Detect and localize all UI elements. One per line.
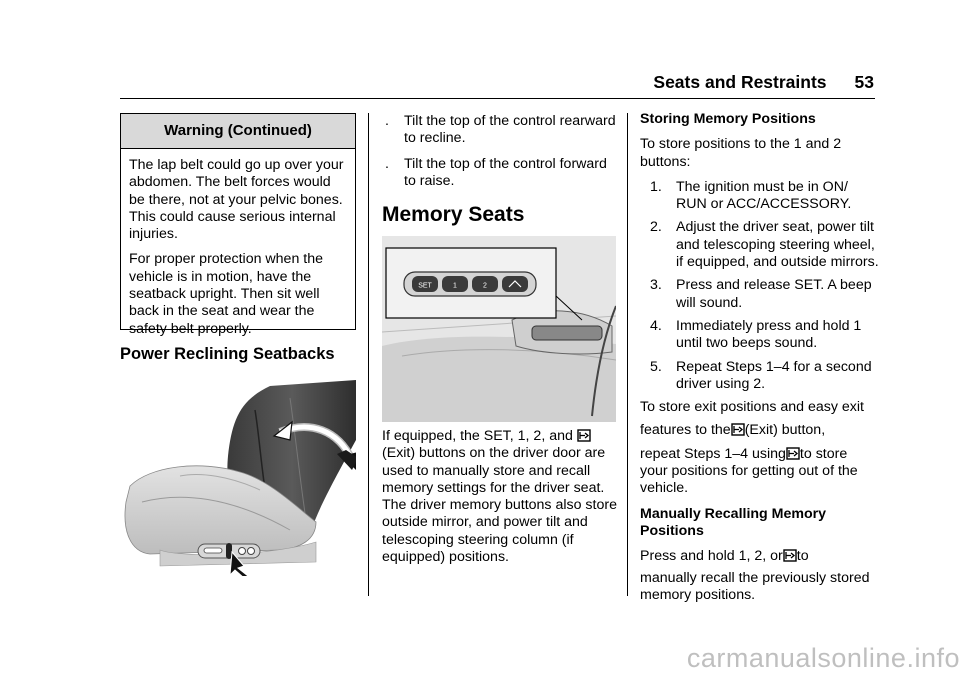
watermark: carmanualsonline.info — [686, 643, 960, 673]
exit-positions-line-4: your positions for getting out of the vehicle. — [640, 463, 858, 497]
list-item — [640, 318, 880, 353]
bullet-text: Tilt the top of the control forward to raise. — [404, 155, 607, 189]
step-text: The ignition must be in ON/ RUN or ACC/ACCESSORY. — [676, 178, 852, 213]
manually-recalling-heading: Manually Recalling Memory Positions — [640, 505, 827, 539]
exit-text: to store — [799, 445, 848, 462]
exit-positions-line-1: To store exit positions and easy exit — [640, 399, 864, 416]
bullet-text: Tilt the top of the control rearward to recline. — [404, 113, 616, 147]
memory-seats-heading: Memory Seats — [382, 203, 525, 227]
list-item — [640, 359, 880, 394]
recall-text: Press and hold 1, 2, or — [640, 548, 783, 565]
section-title: Seats and Restraints — [653, 72, 827, 92]
power-reclining-heading: Power Reclining Seatbacks — [120, 345, 335, 363]
step-text: Immediately press and hold 1 until two beeps sound. — [676, 317, 862, 352]
exit-button-icon — [731, 423, 745, 436]
storing-intro: To store positions to the 1 and 2 buttons: — [640, 136, 842, 170]
exit-button-icon — [786, 447, 800, 460]
step-number: 5. — [650, 358, 662, 375]
exit-text: (Exit) button, — [744, 422, 826, 439]
warning-heading: Warning (Continued) — [121, 114, 355, 149]
recall-line-2: manually recall the previously stored memory positions. — [640, 569, 870, 603]
exit-positions-line-2 — [640, 422, 880, 439]
memory-seats-paragraph — [382, 428, 618, 566]
recall-line-1 — [640, 548, 880, 565]
exit-button-icon — [783, 549, 797, 562]
step-number: 4. — [650, 317, 662, 334]
step-number: 3. — [650, 277, 662, 294]
exit-positions-line-3 — [640, 446, 880, 463]
column-3 — [640, 111, 880, 604]
list-item — [382, 156, 622, 191]
memory-buttons-illustration — [382, 236, 616, 422]
step-number: 1. — [650, 178, 662, 195]
list-item — [382, 113, 622, 148]
seat-illustration — [120, 380, 356, 576]
step-number: 2. — [650, 219, 662, 236]
button-2-label: 2 — [483, 282, 487, 290]
column-2 — [382, 113, 622, 227]
recall-text: to — [796, 548, 809, 565]
list-item — [640, 219, 880, 271]
column-divider-2 — [627, 113, 628, 596]
storing-memory-heading: Storing Memory Positions — [640, 111, 816, 127]
exit-button-icon — [577, 429, 591, 442]
bullet: . — [385, 155, 389, 172]
warning-box — [120, 113, 356, 337]
header-rule — [120, 98, 875, 99]
memory-para-start: If equipped, the SET, 1, 2, and — [382, 428, 573, 444]
memory-para-rest: (Exit) buttons on the driver door are used to manually store and recall memory settings for the driver seat. The driver memory buttons also store outside mirror, and power tilt and telescoping steering column (if equipped) positions. — [382, 445, 617, 566]
warning-paragraph-2: For proper protection when the vehicle is in motion, have the seatback upright. Then sit well back in the seat and wear the safety belt properly. — [129, 251, 324, 337]
list-item — [640, 179, 880, 214]
page-header — [650, 72, 874, 93]
exit-text: features to the — [640, 422, 731, 439]
button-1-label: 1 — [453, 282, 457, 290]
bullet: . — [385, 113, 389, 129]
exit-text: repeat Steps 1–4 using — [640, 445, 786, 462]
column-divider-1 — [368, 113, 369, 596]
step-text: Press and release SET. A beep will sound. — [676, 277, 872, 311]
set-button-label: SET — [418, 282, 432, 290]
step-text: Repeat Steps 1–4 for a second driver using 2. — [676, 358, 872, 392]
warning-paragraph-1: The lap belt could go up over your abdomen. The belt forces would be there, not at your pelvic bones. This could cause serious internal injuries. — [129, 157, 344, 243]
page-number: 53 — [854, 72, 874, 92]
list-item — [640, 277, 880, 312]
step-text: Adjust the driver seat, power tilt and telescoping steering wheel, if equipped, and outside mirrors. — [676, 219, 879, 271]
